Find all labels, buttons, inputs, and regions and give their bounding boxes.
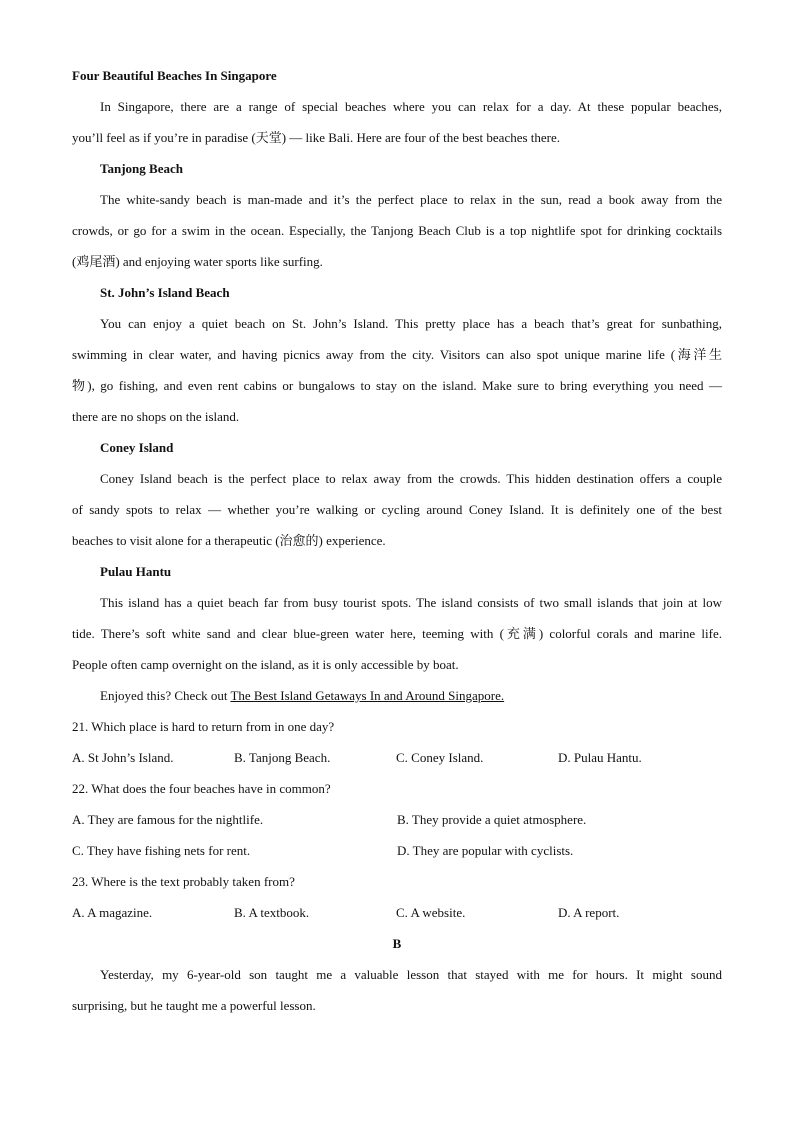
passage-b-line-2: surprising, but he taught me a powerful lesson.	[72, 998, 316, 1013]
question-21: 21. Which place is hard to return from in one day?	[72, 719, 335, 734]
option-a: A. A magazine.	[72, 905, 153, 920]
paragraph-line: 物), go fishing, and even rent cabins or bungalows to stay on the island. Make sure to bring everything you need —	[72, 378, 722, 393]
question-23-options	[72, 897, 722, 928]
section-b-heading: B	[392, 936, 402, 951]
question-21-options	[72, 742, 722, 773]
enjoyed-line	[72, 680, 722, 711]
section-heading-coney: Coney Island	[100, 440, 174, 455]
getaways-link[interactable]: The Best Island Getaways In and Around Singapore.	[230, 688, 505, 703]
option-b: B. Tanjong Beach.	[234, 750, 331, 765]
paragraph-line: You can enjoy a quiet beach on St. John’s Island. This pretty place has a beach that’s great for sunbathing,	[100, 316, 722, 331]
section-heading-tanjong: Tanjong Beach	[100, 161, 183, 176]
question-23: 23. Where is the text probably taken from?	[72, 874, 295, 889]
option-c: C. A website.	[396, 905, 466, 920]
paragraph-line: Coney Island beach is the perfect place to relax away from the crowds. This hidden destination offers a couple	[100, 471, 722, 486]
paragraph-line: This island has a quiet beach far from busy tourist spots. The island consists of two small islands that join at low	[100, 595, 722, 610]
paragraph-line: swimming in clear water, and having picnics away from the city. Visitors can also spot unique marine life (海洋生	[72, 347, 722, 362]
paragraph-line: People often camp overnight on the island, as it is only accessible by boat.	[72, 657, 459, 672]
section-heading-pulau-hantu: Pulau Hantu	[100, 564, 172, 579]
question-22: 22. What does the four beaches have in common?	[72, 781, 331, 796]
section-heading-st-johns: St. John’s Island Beach	[100, 285, 230, 300]
paragraph-line: tide. There’s soft white sand and clear blue-green water here, teeming with (充满) colorful corals and marine life.	[72, 626, 722, 641]
option-c: C. They have fishing nets for rent.	[72, 843, 251, 858]
passage-b-line-1: Yesterday, my 6-year-old son taught me a valuable lesson that stayed with me for hours. It might sound	[100, 967, 722, 982]
intro-line-1: In Singapore, there are a range of special beaches where you can relax for a day. At these popular beaches,	[100, 99, 722, 114]
paragraph-line: The white-sandy beach is man-made and it’s the perfect place to relax in the sun, read a book away from the	[100, 192, 722, 207]
option-b: B. A textbook.	[234, 905, 310, 920]
question-22-options-row-2	[72, 835, 722, 866]
document-title: Four Beautiful Beaches In Singapore	[72, 68, 277, 83]
enjoyed-prefix: Enjoyed this? Check out	[100, 688, 231, 703]
paragraph-line: beaches to visit alone for a therapeutic (治愈的) experience.	[72, 533, 386, 548]
option-d: D. They are popular with cyclists.	[397, 843, 574, 858]
option-b: B. They provide a quiet atmosphere.	[397, 812, 587, 827]
paragraph-line: crowds, or go for a swim in the ocean. Especially, the Tanjong Beach Club is a top nightlife spot for drinking cocktails	[72, 223, 722, 238]
document-page	[72, 60, 722, 1021]
option-a: A. They are famous for the nightlife.	[72, 812, 264, 827]
option-a: A. St John’s Island.	[72, 750, 174, 765]
paragraph-line: there are no shops on the island.	[72, 409, 240, 424]
question-22-options-row-1	[72, 804, 722, 835]
option-c: C. Coney Island.	[396, 750, 484, 765]
option-d: D. Pulau Hantu.	[558, 750, 642, 765]
paragraph-line: (鸡尾酒) and enjoying water sports like surfing.	[72, 254, 323, 269]
option-d: D. A report.	[558, 905, 620, 920]
paragraph-line: of sandy spots to relax — whether you’re walking or cycling around Coney Island. It is definitely one of the best	[72, 502, 722, 517]
intro-line-2: you’ll feel as if you’re in paradise (天堂) — like Bali. Here are four of the best beaches there.	[72, 130, 561, 145]
